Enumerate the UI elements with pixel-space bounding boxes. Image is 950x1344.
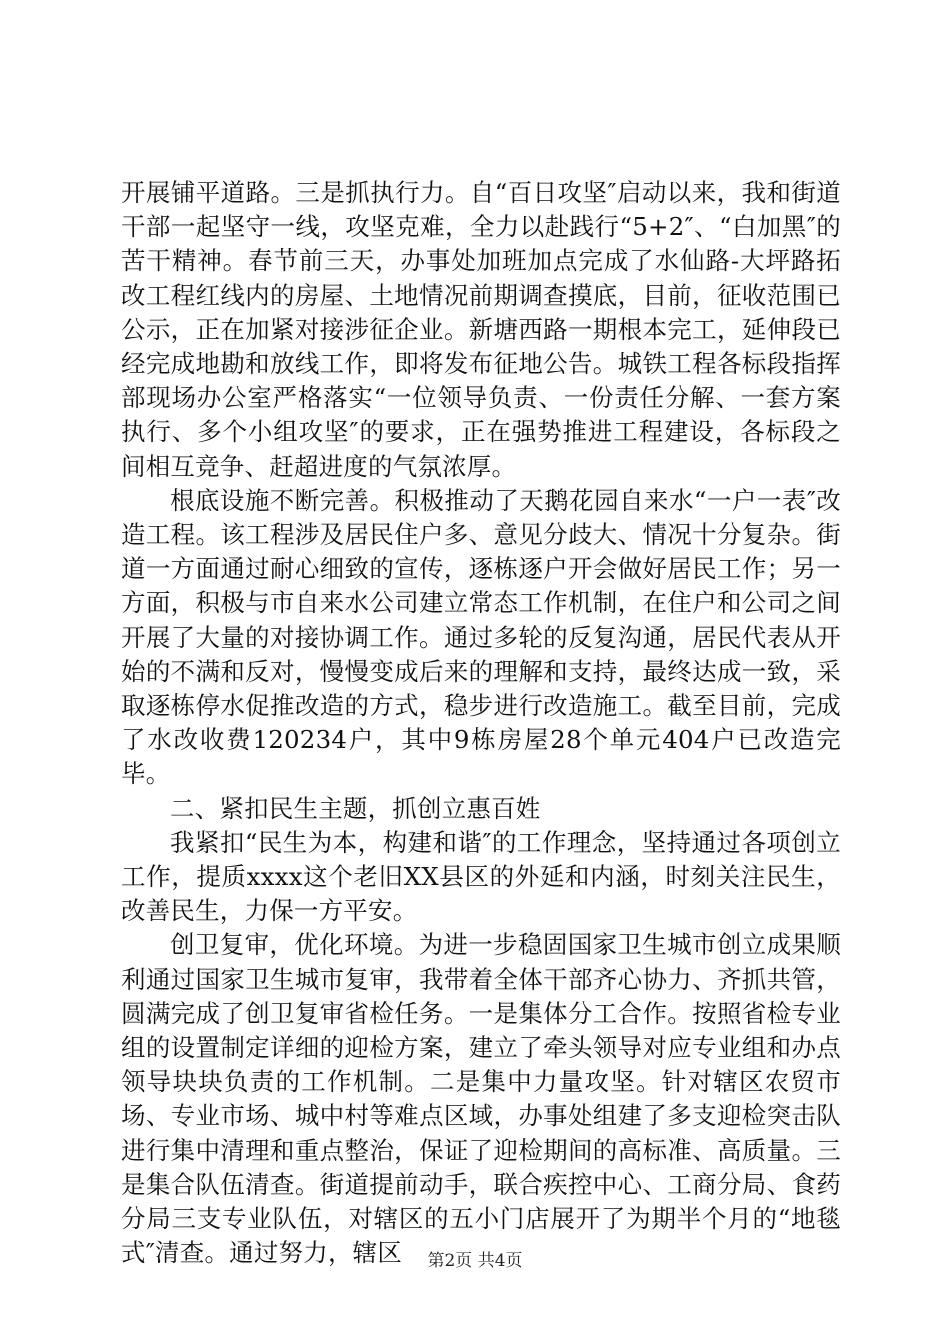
document-body	[121, 176, 841, 1271]
page-footer	[0, 1250, 950, 1272]
paragraph-infrastructure: 根底设施不断完善。积极推动了天鹅花园自来水“一户一表″改造工程。该工程涉及居民住户多、意见分歧大、情况十分复杂。街道一方面通过耐心细致的宣传，逐栋逐户开会做好居民工作；另一方面，积极与市自来水公司建立常态工作机制，在住户和公司之间开展了大量的对接协调工作。通过多轮的反复沟通，居民代表从开始的不满和反对，慢慢变成后来的理解和支持，最终达成一致，采取逐栋停水促推改造的方式，稳步进行改造施工。截至目前，完成了水改收费120234户，其中9栋房屋28个单元404户已改造完毕。	[121, 485, 841, 789]
paragraph-health-review: 创卫复审，优化环境。为进一步稳固国家卫生城市创立成果顺利通过国家卫生城市复审，我带着全体干部齐心协力、齐抓共管，圆满完成了创卫复审省检任务。一是集体分工合作。按照省检专业组的设置制定详细的迎检方案，建立了牵头领导对应专业组和办点领导块块负责的工作机制。二是集中力量攻坚。针对辖区农贸市场、专业市场、城中村等难点区域，办事处组建了多支迎检突击队进行集中清理和重点整治，保证了迎检期间的高标准、高质量。三是集合队伍清查。街道提前动手，联合疾控中心、工商分局、食药分局三支专业队伍，对辖区的五小门店展开了为期半个月的“地毯式″清查。通过努力，辖区	[121, 930, 841, 1268]
paragraph-intro: 我紧扣“民生为本，构建和谐″的工作理念，坚持通过各项创立工作，提质xxxx这个老旧XX县区的外延和内涵，时刻关注民生，改善民生，力保一方平安。	[121, 827, 841, 926]
section-heading: 二、紧扣民生主题，抓创立惠百姓	[170, 793, 541, 823]
page-number-label: 第2页 共4页	[427, 1251, 523, 1271]
paragraph-continuation: 开展铺平道路。三是抓执行力。自“百日攻坚″启动以来，我和街道干部一起坚守一线，攻坚克难，全力以赴践行“5+2″、“白加黑″的苦干精神。春节前三天，办事处加班加点完成了水仙路-大坪路拓改工程红线内的房屋、土地情况前期调查摸底，目前，征收范围已公示，正在加紧对接涉征企业。新塘西路一期根本完工，延伸段已经完成地勘和放线工作，即将发布征地公告。城铁工程各标段指挥部现场办公室严格落实“一位领导负责、一份责任分解、一套方案执行、多个小组攻坚″的要求，正在强势推进工程建设，各标段之间相互竞争、赶超进度的气氛浓厚。	[121, 178, 841, 481]
